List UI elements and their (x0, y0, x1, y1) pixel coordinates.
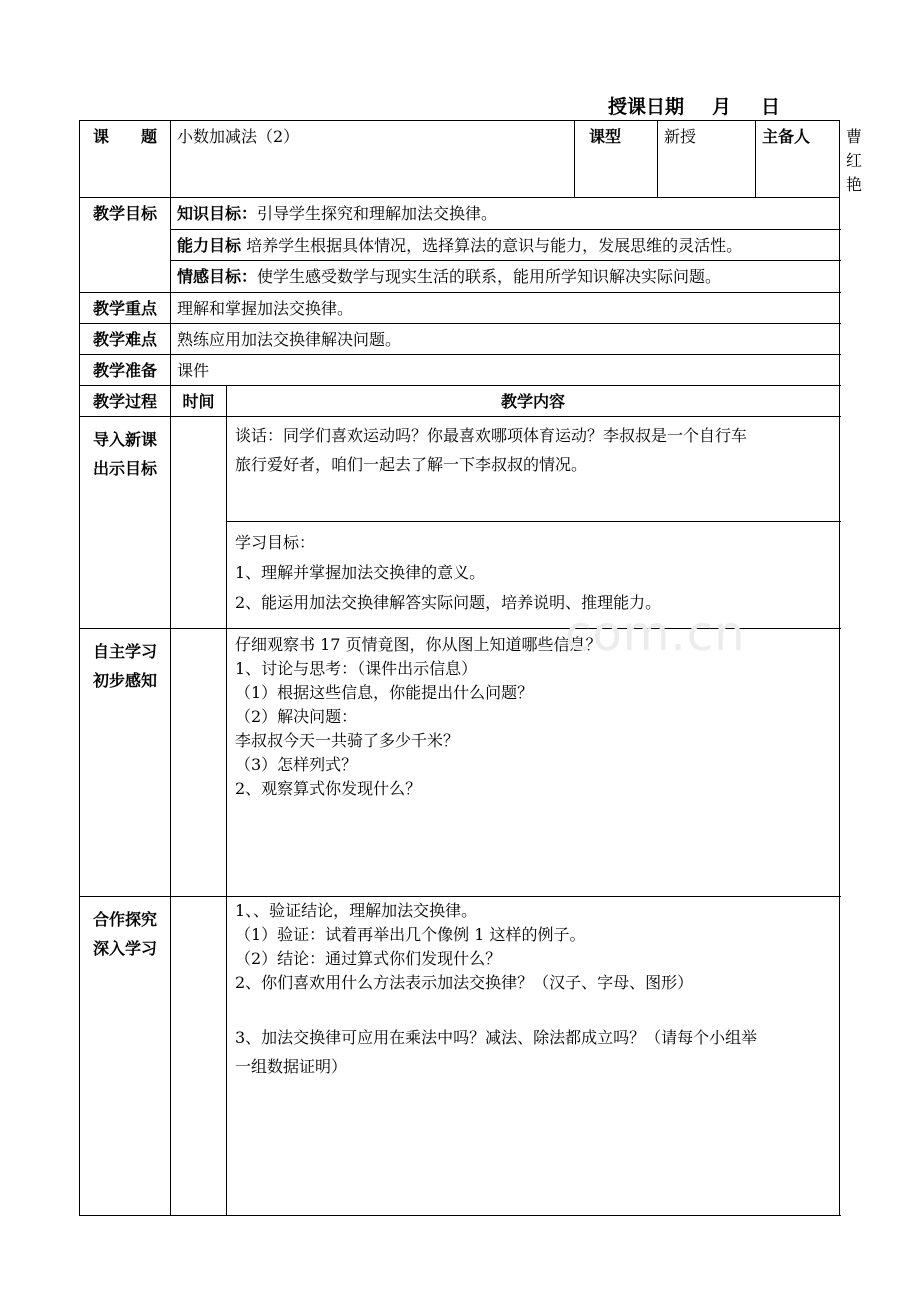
row-section1-intro (80, 417, 840, 522)
section3-label (80, 897, 171, 1216)
difficulty-label: 教学难点 (80, 324, 171, 355)
date-label: 授课日期 (608, 96, 685, 118)
row-objective-knowledge (80, 198, 840, 230)
content-header: 教学内容 (227, 386, 840, 417)
section3-label-line2: 深入学习 (92, 939, 157, 958)
section3-time (171, 897, 227, 1216)
preparation-text: 课件 (171, 355, 840, 386)
section3-line-4: 2、你们喜欢用什么方法表示加法交换律？（汉子、字母、图形） (235, 973, 694, 992)
key-point-text: 理解和掌握加法交换律。 (171, 293, 840, 324)
row-objective-ability (80, 230, 840, 261)
section2-label-line1: 自主学习 (92, 642, 157, 661)
lesson-plan-table (79, 120, 863, 1216)
difficulty-text: 熟练应用加法交换律解决问题。 (171, 324, 840, 355)
emotion-objective (171, 261, 840, 293)
ability-objective (171, 230, 840, 261)
row-objective-emotion (80, 261, 840, 293)
section2-line: 李叔叔今天一共骑了多少千米？ (235, 731, 460, 750)
section2-time (171, 629, 227, 897)
ability-objective-text: 培养学生根据具体情况，选择算法的意识与能力，发展思维的灵活性。 (241, 236, 743, 255)
section1-label-line1: 导入新课 (92, 430, 157, 449)
goals-title: 学习目标： (235, 533, 316, 552)
section2-line: 仔细观察书 17 页情竟图，你从图上知道哪些信息？ (235, 635, 602, 654)
lesson-date-line (608, 92, 780, 119)
topic-value: 小数加减法（2） (171, 121, 575, 198)
type-value: 新授 (658, 121, 756, 198)
row-process-header (80, 386, 840, 417)
row-difficulty (80, 324, 840, 355)
watermark: com.cn (565, 606, 746, 662)
section1-intro (227, 417, 840, 522)
goal-2: 2、能运用加法交换律解答实际问题，培养说明、推理能力。 (235, 593, 662, 612)
month-label: 月 (712, 96, 732, 118)
key-point-label: 教学重点 (80, 293, 171, 324)
knowledge-objective-label: 知识目标： (177, 204, 258, 223)
section2-line: （3）怎样列式？ (235, 755, 358, 774)
section1-intro-line2: 旅行爱好者，咱们一起去了解一下李叔叔的情况。 (235, 455, 588, 474)
preparation-label: 教学准备 (80, 355, 171, 386)
knowledge-objective (171, 198, 840, 230)
section3-line-5: 3、加法交换律可应用在乘法中吗？减法、除法都成立吗？（请每个小组举 (235, 1028, 758, 1047)
row-section3 (80, 897, 840, 1216)
section2-label (80, 629, 171, 897)
section3-line-1: 1、、验证结论，理解加法交换律。 (235, 901, 478, 920)
section2-line: （1）根据这些信息，你能提出什么问题？ (235, 683, 534, 702)
section1-intro-line1: 谈话：同学们喜欢运动吗？你最喜欢哪项体育运动？李叔叔是一个自行车 (235, 426, 748, 445)
row-key-point (80, 293, 840, 324)
section3-line-3: （2）结论：通过算式你们发现什么？ (235, 949, 502, 968)
day-label: 日 (761, 96, 781, 118)
goal-1: 1、理解并掌握加法交换律的意义。 (235, 563, 486, 582)
section1-time (171, 417, 227, 629)
process-label: 教学过程 (80, 386, 171, 417)
section2-label-line2: 初步感知 (92, 671, 157, 690)
section2-line: 2、观察算式你发现什么？ (235, 779, 422, 798)
section2-content (227, 629, 840, 897)
topic-label: 课 题 (80, 121, 171, 198)
preparer-label: 主备人 (756, 121, 840, 198)
section3-line-2: （1）验证：试着再举出几个像例 1 这样的例子。 (235, 925, 586, 944)
emotion-objective-label: 情感目标： (177, 267, 258, 286)
time-header: 时间 (171, 386, 227, 417)
emotion-objective-text: 使学生感受数学与现实生活的联系，能用所学知识解决实际问题。 (257, 267, 722, 286)
section2-line: （2）解决问题： (235, 707, 358, 726)
section3-line-6: 一组数据证明） (235, 1057, 348, 1076)
row-preparation (80, 355, 840, 386)
section1-label (80, 417, 171, 629)
ability-objective-label: 能力目标 (177, 236, 242, 255)
row-section2 (80, 629, 840, 897)
row-topic: 课 题 小数加减法（2） 课型 新授 主备人 曹红艳 (80, 121, 840, 198)
section3-label-line1: 合作探究 (92, 910, 157, 929)
section1-goals (227, 522, 840, 629)
section1-label-line2: 出示目标 (92, 459, 157, 478)
section2-line: 1、讨论与思考：（课件出示信息） (235, 659, 478, 678)
type-label: 课型 (575, 121, 658, 198)
section3-content (227, 897, 840, 1216)
objectives-label: 教学目标 (80, 198, 171, 293)
knowledge-objective-text: 引导学生探究和理解加法交换律。 (257, 204, 498, 223)
